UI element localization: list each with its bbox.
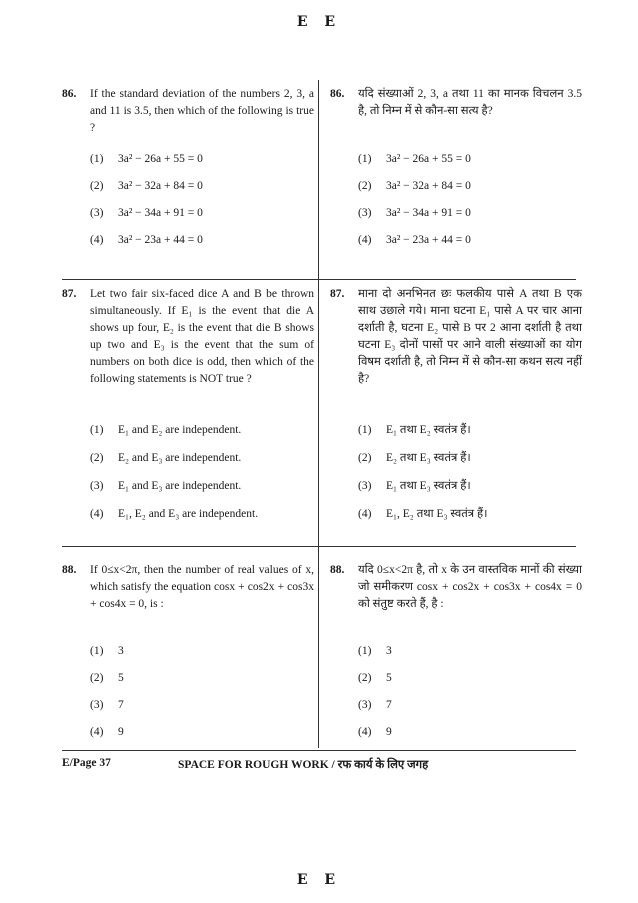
option-number: (1): [358, 424, 372, 436]
question-divider-2: [62, 546, 576, 547]
option-number: (1): [90, 424, 104, 436]
option-number: (4): [358, 234, 372, 246]
question-number: 86.: [62, 88, 77, 100]
option-number: (1): [358, 153, 372, 165]
question-88-en: [62, 562, 314, 613]
option-text: 3a² − 32a + 84 = 0: [386, 180, 471, 192]
option-number: (2): [358, 180, 372, 192]
option-text: 3a² − 34a + 91 = 0: [386, 207, 471, 219]
question-86-hi: [330, 86, 582, 120]
option-number: (2): [90, 180, 104, 192]
option-number: (3): [90, 480, 104, 492]
option-number: (1): [90, 645, 104, 657]
option-text: E₂ and E₃ are independent.: [118, 452, 242, 464]
option-text: 3: [386, 645, 392, 657]
page-footer-mark: E E: [296, 872, 342, 888]
option-number: (2): [90, 672, 104, 684]
option-text: 5: [118, 672, 124, 684]
question-text: Let two fair six-faced dice A and B be thrown simultaneously. If E₁ is the event that die A shows up four, E₂ is the event that die B shows up two and E₃ is the event that the sum of numbers on both dice is odd, then which of the following statements is NOT true ?: [90, 288, 314, 385]
option-number: (2): [90, 452, 104, 464]
option-text: 3a² − 23a + 44 = 0: [386, 234, 471, 246]
question-text: If the standard deviation of the numbers 2, 3, a and 11 is 3.5, then which of the following is true ?: [90, 88, 314, 134]
option-text: 7: [118, 699, 124, 711]
question-number: 88.: [330, 564, 345, 576]
question-number: 87.: [62, 288, 77, 300]
option-text: E₁ and E₃ are independent.: [118, 480, 242, 492]
question-number: 86.: [330, 88, 345, 100]
option-number: (4): [358, 508, 372, 520]
option-text: 3a² − 26a + 55 = 0: [386, 153, 471, 165]
option-text: 3a² − 23a + 44 = 0: [118, 234, 203, 246]
question-87-en: [62, 286, 314, 388]
option-number: (3): [358, 480, 372, 492]
question-number: 87.: [330, 288, 345, 300]
option-text: E₂ तथा E₃ स्वतंत्र हैं।: [386, 452, 471, 464]
option-number: (3): [358, 699, 372, 711]
rough-work-note: SPACE FOR ROUGH WORK / रफ कार्य के लिए जगह: [178, 759, 429, 771]
option-text: 5: [386, 672, 392, 684]
question-86-en: [62, 86, 314, 137]
question-text: माना दो अनभिनत छः फलकीय पासे A तथा B एक साथ उछाले गये। माना घटना E₁ पासे A पर चार आना दर्शाती है, घटना E₂ पासे B पर 2 आना दर्शाती है तथा घटना E₃ दोनों पासों पर आने वाली संख्याओं का योग विषम दर्शाती है, तो निम्न में से कौन-सा कथन सत्य नहीं है?: [358, 288, 582, 385]
option-text: 7: [386, 699, 392, 711]
option-number: (3): [90, 207, 104, 219]
column-divider: [318, 80, 319, 748]
question-87-hi: [330, 286, 582, 388]
option-number: (1): [358, 645, 372, 657]
page-number: E/Page 37: [62, 757, 111, 769]
option-text: 3a² − 32a + 84 = 0: [118, 180, 203, 192]
option-text: E₁ तथा E₂ स्वतंत्र हैं।: [386, 424, 471, 436]
option-number: (3): [90, 699, 104, 711]
question-text: यदि संख्याओं 2, 3, a तथा 11 का मानक विचलन 3.5 है, तो निम्न में से कौन-सा सत्य है?: [358, 88, 582, 117]
page-header-mark: E E: [296, 14, 342, 30]
option-number: (2): [358, 452, 372, 464]
option-text: 9: [118, 726, 124, 738]
option-text: 3: [118, 645, 124, 657]
option-number: (4): [90, 508, 104, 520]
option-number: (4): [358, 726, 372, 738]
option-text: 9: [386, 726, 392, 738]
option-text: E₁, E₂ and E₃ are independent.: [118, 508, 259, 520]
option-number: (4): [90, 234, 104, 246]
question-number: 88.: [62, 564, 77, 576]
option-number: (4): [90, 726, 104, 738]
question-text: यदि 0≤x<2π है, तो x के उन वास्तविक मानों की संख्या जो समीकरण cosx + cos2x + cos3x + cos4x = 0 को संतुष्ट करते हैं, है :: [358, 564, 582, 610]
question-88-hi: [330, 562, 582, 613]
option-text: 3a² − 34a + 91 = 0: [118, 207, 203, 219]
option-text: 3a² − 26a + 55 = 0: [118, 153, 203, 165]
footer-rule: [62, 750, 576, 751]
option-text: E₁ and E₂ are independent.: [118, 424, 242, 436]
option-text: E₁, E₂ तथा E₃ स्वतंत्र हैं।: [386, 508, 488, 520]
option-number: (2): [358, 672, 372, 684]
option-text: E₁ तथा E₃ स्वतंत्र हैं।: [386, 480, 471, 492]
question-text: If 0≤x<2π, then the number of real values of x, which satisfy the equation cosx + cos2x + cos3x + cos4x = 0, is :: [90, 564, 314, 610]
option-number: (1): [90, 153, 104, 165]
question-divider-1: [62, 279, 576, 280]
option-number: (3): [358, 207, 372, 219]
